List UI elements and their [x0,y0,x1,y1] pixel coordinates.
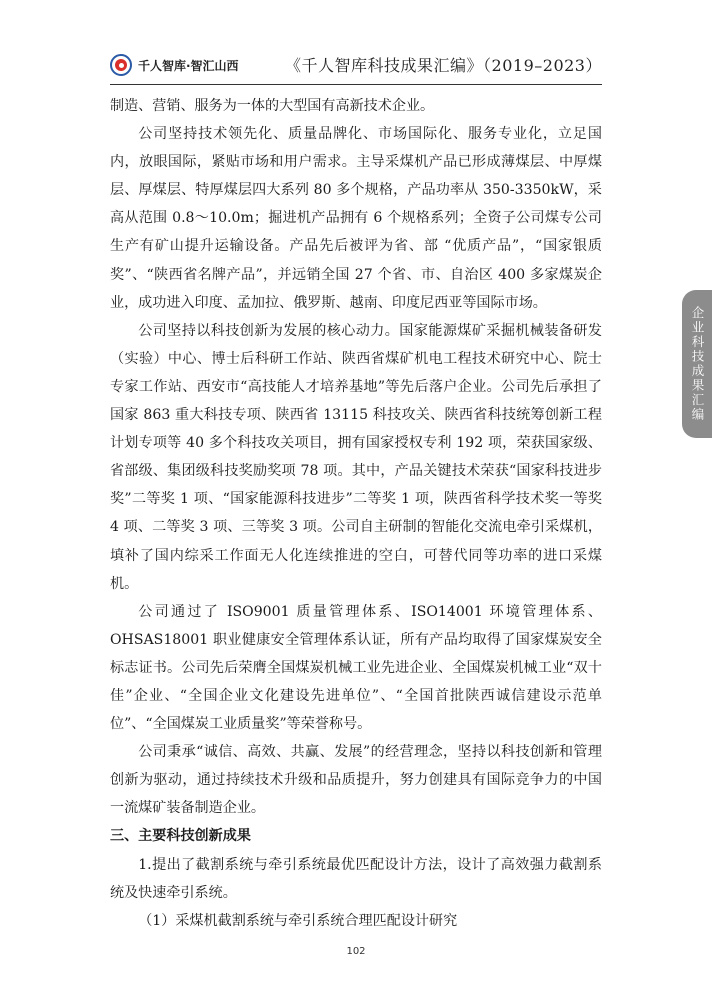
paragraph: 1.提出了截割系统与牵引系统最优匹配设计方法，设计了高效强力截割系统及快速牵引系统。 [110,856,602,901]
side-tab [682,290,712,438]
paragraph: 公司通过了 ISO9001 质量管理体系、ISO14001 环境管理体系、OHSAS18001 职业健康安全管理体系认证，所有产品均取得了国家煤炭安全标志证书。公司先后荣膺全国煤炭机械工业先进企业、全国煤炭机械工业“双十佳”企业、“全国企业文化建设先进单位”、“全国首批陕西诚信建设示范单位”、“全国煤炭工业质量奖”等荣誉称号。 [110,603,602,733]
side-tab-label: 企业科技成果汇编 [690,306,705,422]
paragraph: 公司秉承“诚信、高效、共赢、发展”的经营理念，坚持以科技创新和管理创新为驱动，通过持续技术升级和品质提升，努力创建具有国际竞争力的中国一流煤矿装备制造企业。 [110,744,602,817]
paragraph: 公司坚持以科技创新为发展的核心动力。国家能源煤矿采掘机械装备研发（实验）中心、博士后科研工作站、陕西省煤矿机电工程技术研究中心、院士专家工作站、西安市“高技能人才培养基地”等先后落户企业。公司先后承担了国家 863 重大科技专项、陕西省 13115 科技攻关、陕西省科技统筹创新工程计划专项等 40 多个科技攻关项目，拥有国家授权专利 192 项，荣获国家级、省部级、集团级科技奖励奖项 78 项。其中，产品关键技术荣获“国家科技进步奖”二等奖 1 项、“国家能源科技进步”二等奖 1 项，陕西省科学技术奖一等奖 4 项、二等奖 3 项、三等奖 3 项。公司自主研制的智能化交流电牵引采煤机，填补了国内综采工作面无人化连续推进的空白，可替代同等功率的进口采煤机。 [110,322,602,592]
page-header [110,48,602,85]
logo-icon [110,54,132,76]
document-body [110,92,602,935]
section-heading: 三、主要科技创新成果 [110,828,251,845]
header-title: 《千人智库科技成果汇编》（2019–2023） [285,56,602,75]
header-brand: 千人智库·智汇山西 [138,59,239,73]
paragraph: 制造、营销、服务为一体的大型国有高新技术企业。 [110,98,435,114]
paragraph: （1）采煤机截割系统与牵引系统合理匹配设计研究 [138,912,458,929]
paragraph: 公司坚持技术领先化、质量品牌化、市场国际化、服务专业化，立足国内，放眼国际，紧贴市场和用户需求。主导采煤机产品已形成薄煤层、中厚煤层、厚煤层、特厚煤层四大系列 80 多个规格，产品功率从 350-3350kW，采高从范围 0.8～10.0m；掘进机产品拥有 6 个规格系列；全资子公司煤专公司生产有矿山提升运输设备。产品先后被评为省、部 “优质产品”，“国家银质奖”、“陕西省名牌产品”，并远销全国 27 个省、市、自治区 400 多家煤炭企业，成功进入印度、孟加拉、俄罗斯、越南、印度尼西亚等国际市场。 [110,126,603,311]
page-number: 102 [346,946,366,957]
